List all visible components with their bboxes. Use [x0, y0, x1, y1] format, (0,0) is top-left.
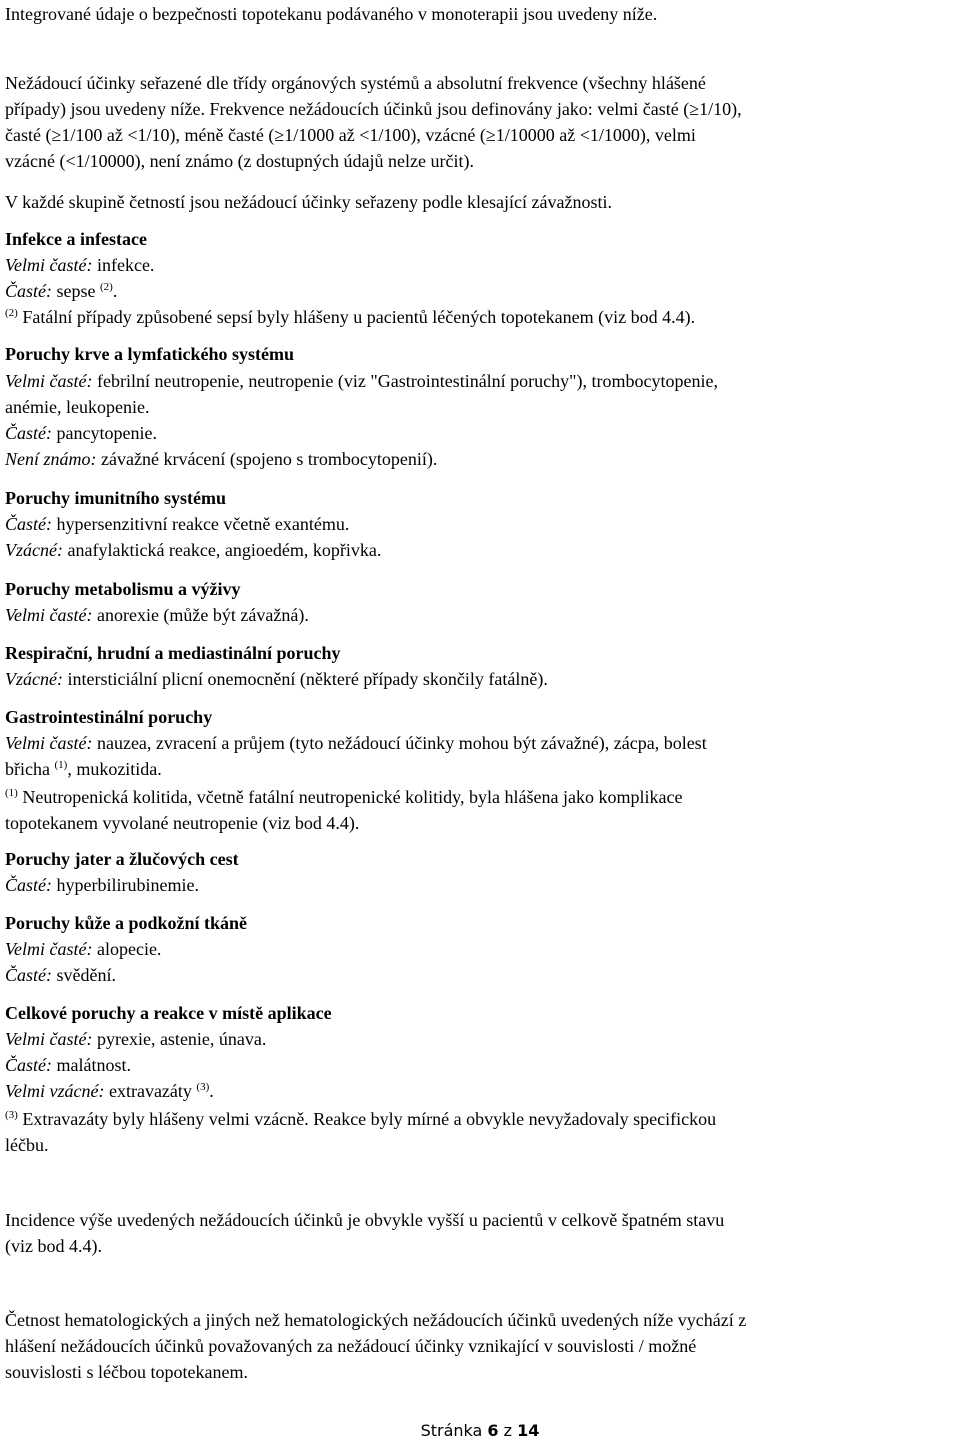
text-span: nauzea, zvracení a průjem (tyto nežádoucí účinky mohou být závažné), zácpa, bolest: [96, 733, 707, 753]
text-span: Časté:: [5, 965, 52, 985]
text-span: Extravazáty byly hlášeny velmi vzácně. Reakce byly mírné a obvykle nevyžadovaly specifickou: [22, 1109, 717, 1129]
text-span: pyrexie, astenie, únava.: [96, 1029, 267, 1049]
text-span: (viz bod 4.4).: [5, 1236, 102, 1256]
frequency-paragraph-cont: [5, 1335, 696, 1357]
immune-common: [5, 513, 349, 535]
text-span: Časté:: [5, 875, 52, 895]
footnote-ref: (2): [100, 281, 113, 293]
text-span: Velmi časté:: [5, 255, 93, 275]
footnote-ref: (3): [5, 1109, 18, 1121]
frequency-definition-line: [5, 72, 706, 94]
text-span: Nežádoucí účinky seřazené dle třídy orgánových systémů a absolutní frekvence (všechny hlášené: [5, 73, 706, 93]
text-span: Gastrointestinální poruchy: [5, 707, 213, 727]
footnote-ref: (1): [54, 759, 68, 771]
text-span: Velmi časté:: [5, 371, 93, 391]
text-span: sepse: [56, 281, 96, 301]
text-span: anafylaktická reakce, angioedém, kopřivka.: [67, 540, 382, 560]
text-span: časté (≥1/100 až <1/10), méně časté (≥1/1000 až <1/100), vzácné (≥1/10000 až <1/1000), velmi: [5, 125, 696, 145]
liver-common: [5, 874, 199, 896]
incidence-paragraph-cont: [5, 1235, 102, 1257]
footnote-ref: (1): [5, 787, 18, 799]
blood-common: [5, 422, 157, 444]
text-span: hypersenzitivní reakce včetně exantému.: [56, 514, 350, 534]
blood-unknown: [5, 448, 437, 470]
general-footnote: [5, 1108, 716, 1130]
section-heading-liver: [5, 848, 239, 870]
text-span: intersticiální plicní onemocnění (některé případy skončily fatálně).: [67, 669, 548, 689]
text-span: topotekanem vyvolané neutropenie (viz bod 4.4).: [5, 813, 360, 833]
skin-common: [5, 964, 116, 986]
text-span: , mukozitida.: [67, 759, 162, 779]
text-span: Respirační, hrudní a mediastinální poruchy: [5, 643, 341, 663]
text-span: Není známo:: [5, 449, 97, 469]
text-span: svědění.: [56, 965, 116, 985]
text-span: souvislosti s léčbou topotekanem.: [5, 1362, 248, 1382]
respiratory-rare: [5, 668, 548, 690]
text-span: vzácné (<1/10000), není známo (z dostupných údajů nelze určit).: [5, 151, 474, 171]
frequency-paragraph: [5, 1309, 746, 1331]
text-span: Časté:: [5, 1055, 52, 1075]
text-span: Časté:: [5, 514, 52, 534]
text-span: anémie, leukopenie.: [5, 397, 150, 417]
section-heading-general: [5, 1002, 332, 1024]
text-span: Velmi časté:: [5, 605, 93, 625]
footnote-ref: (2): [5, 307, 18, 319]
general-common: [5, 1054, 131, 1076]
frequency-paragraph-cont: [5, 1361, 248, 1383]
text-span: V každé skupině četností jsou nežádoucí účinky seřazeny podle klesající závažnosti.: [5, 192, 612, 212]
frequency-definition-line: [5, 150, 474, 172]
section-heading-respiratory: [5, 642, 341, 664]
incidence-paragraph: [5, 1209, 724, 1231]
text-span: alopecie.: [96, 939, 162, 959]
text-span: Vzácné:: [5, 540, 63, 560]
text-span: Infekce a infestace: [5, 229, 147, 249]
text-span: Poruchy jater a žlučových cest: [5, 849, 239, 869]
gi-footnote: [5, 786, 682, 808]
text-span: Incidence výše uvedených nežádoucích účinků je obvykle vyšší u pacientů v celkově špatném stavu: [5, 1210, 725, 1230]
text-span: Poruchy metabolismu a výživy: [5, 579, 241, 599]
section-heading-skin: [5, 912, 247, 934]
infections-very-common: [5, 254, 154, 276]
text-span: hyperbilirubinemie.: [56, 875, 199, 895]
text-span: Velmi časté:: [5, 939, 93, 959]
text-span: Časté:: [5, 281, 52, 301]
text-span: Poruchy imunitního systému: [5, 488, 227, 508]
text-span: Velmi vzácné:: [5, 1081, 105, 1101]
metabolism-very-common: [5, 604, 309, 626]
infections-footnote: [5, 306, 695, 328]
text-span: Fatální případy způsobené sepsí byly hlášeny u pacientů léčených topotekanem (viz bod 4.4).: [22, 307, 696, 327]
text-span: malátnost.: [56, 1055, 131, 1075]
text-span: pancytopenie.: [56, 423, 157, 443]
general-very-rare: Velmi vzácné: extravazáty $^{(3)}$.: [5, 1081, 214, 1101]
immune-rare: [5, 539, 381, 561]
footnote-ref: (3): [196, 1081, 210, 1093]
text-span: závažné krvácení (spojeno s trombocytopenií).: [101, 449, 438, 469]
blood-very-common-cont: [5, 396, 149, 418]
footer-page-total: 14: [517, 1421, 540, 1440]
text-span: případy) jsou uvedeny níže. Frekvence nežádoucích účinků jsou definovány jako: velmi časté (≥1/10),: [5, 99, 742, 119]
section-heading-metabolism: [5, 578, 241, 600]
text-span: břicha: [5, 759, 50, 779]
footer-separator: z: [503, 1421, 513, 1440]
intro-paragraph: [5, 3, 657, 25]
text-span: hlášení nežádoucích účinků považovaných za nežádoucí účinky vznikající v souvislosti / možné: [5, 1336, 697, 1356]
text-span: Poruchy kůže a podkožní tkáně: [5, 913, 248, 933]
infections-common: Časté: sepse $^{(2)}$.: [5, 281, 118, 301]
text-span: Vzácné:: [5, 669, 63, 689]
general-footnote-cont: [5, 1134, 48, 1156]
text-span: Velmi časté:: [5, 733, 93, 753]
section-heading-gi: [5, 706, 212, 728]
text-span: Neutropenická kolitida, včetně fatální neutropenické kolitidy, byla hlášena jako komplikace: [22, 787, 683, 807]
gi-very-common-cont: [5, 758, 162, 780]
text-span: Poruchy krve a lymfatického systému: [5, 344, 294, 364]
footer-prefix: Stránka: [420, 1421, 483, 1440]
section-heading-immune: [5, 487, 226, 509]
gi-footnote-cont: [5, 812, 359, 834]
footer-page-number: 6: [487, 1421, 499, 1440]
ordering-note: [5, 191, 612, 213]
general-very-common: [5, 1028, 266, 1050]
skin-very-common: [5, 938, 161, 960]
section-heading-blood: [5, 343, 294, 365]
text-span: Velmi časté:: [5, 1029, 93, 1049]
frequency-definition-line: [5, 124, 696, 146]
section-heading-infections: [5, 228, 147, 250]
text-span: infekce.: [96, 255, 155, 275]
intro-text: Integrované údaje o bezpečnosti topotekanu podávaného v monoterapii jsou uvedeny níže.: [5, 4, 658, 24]
page-footer: [0, 1420, 960, 1442]
blood-very-common: [5, 370, 718, 392]
text-span: febrilní neutropenie, neutropenie (viz "Gastrointestinální poruchy"), trombocytopenie,: [96, 371, 718, 391]
text-span: Celkové poruchy a reakce v místě aplikace: [5, 1003, 332, 1023]
text-span: extravazáty: [108, 1081, 192, 1101]
text-span: Četnost hematologických a jiných než hematologických nežádoucích účinků uvedených níže vychází z: [5, 1310, 747, 1330]
text-span: Časté:: [5, 423, 52, 443]
gi-very-common: [5, 732, 707, 754]
text-span: anorexie (může být závažná).: [96, 605, 309, 625]
frequency-definition-line: [5, 98, 742, 120]
text-span: léčbu.: [5, 1135, 49, 1155]
